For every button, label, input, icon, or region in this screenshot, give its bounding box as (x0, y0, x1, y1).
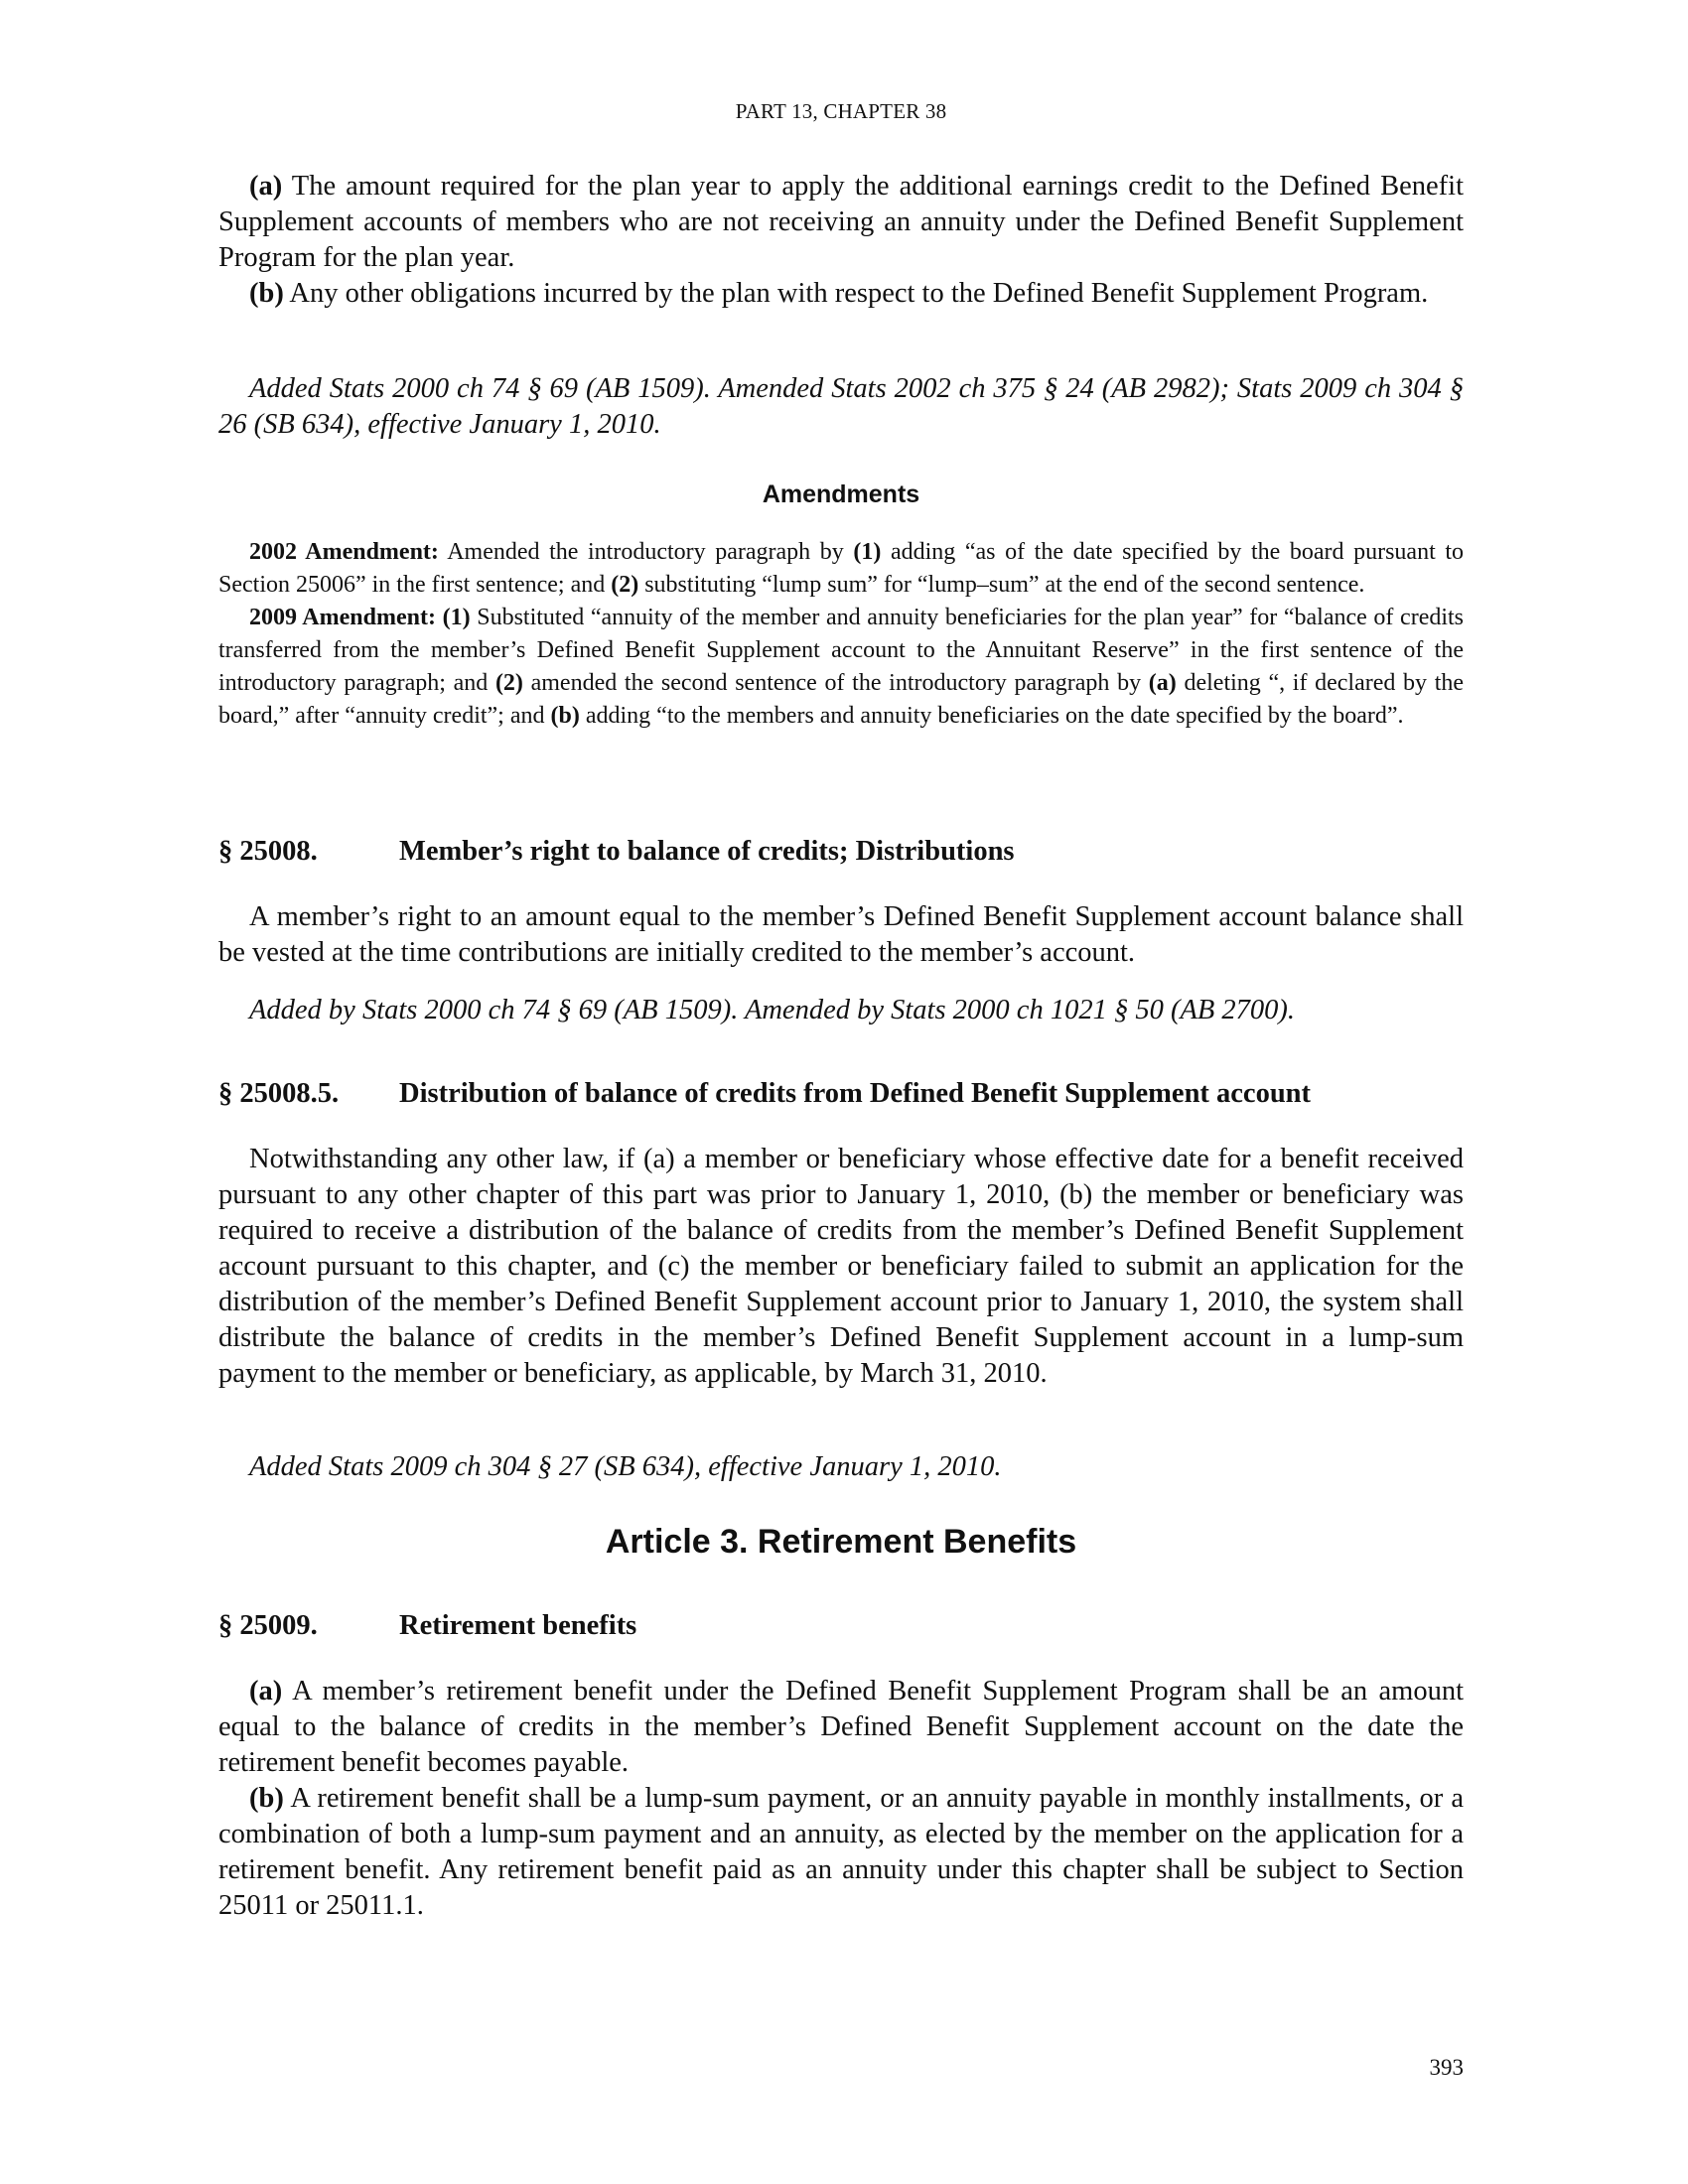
amendment-2002-label: 2002 Amendment: (249, 539, 439, 565)
amendments-heading: Amendments (762, 480, 920, 508)
subdivision-a-text: A member’s retirement benefit under the Defined Benefit Supplement Program shall be an amount equal to the balance of credits in the member’s Defined Benefit Supplement account on the date the retirement benefit becomes payable. (218, 1676, 1465, 1778)
page-number: 393 (1429, 2055, 1464, 2080)
item-number: (b) (550, 703, 580, 729)
section-25009-body (218, 1674, 1464, 1924)
subdivision-a (218, 169, 1464, 276)
section-title: Member’s right to balance of credits; Distributions (399, 836, 1015, 867)
amendment-text: Amended the introductory paragraph by (447, 539, 844, 565)
history-note: Added Stats 2000 ch 74 § 69 (AB 1509). Amended Stats 2002 ch 375 § 24 (AB 2982); Stats 2009 ch 304 § 26 (SB 634), effective January 1, 2010. (218, 373, 1464, 440)
amendment-text: amended the second sentence of the introductory paragraph by (530, 670, 1142, 696)
running-head: PART 13, CHAPTER 38 (735, 99, 947, 123)
section-number: § 25008. (218, 836, 318, 867)
section-25008-5-history: Added Stats 2009 ch 304 § 27 (SB 634), effective January 1, 2010. (249, 1451, 1002, 1482)
subdivision-b-text: Any other obligations incurred by the plan with respect to the Defined Benefit Supplement Program. (289, 278, 1429, 309)
section-title: Retirement benefits (399, 1610, 637, 1641)
amendment-2002 (218, 536, 1464, 602)
amendment-text: adding “as of the date specified by the board pursuant to Section 25006” in the first sentence; and (218, 539, 1464, 598)
amendments-notes (218, 536, 1464, 733)
amendment-text: deleting “, if declared by the board,” after “annuity credit”; and (218, 670, 1465, 729)
amendment-text: adding “to the members and annuity beneficiaries on the date specified by the board”. (585, 703, 1404, 729)
continuation-block (218, 169, 1464, 312)
item-number: (2) (494, 670, 523, 696)
item-number: (1) (442, 605, 471, 630)
subdivision-b-label: (b) (249, 1783, 284, 1814)
amendment-2009-label: 2009 Amendment: (249, 605, 436, 630)
section-25008-5-text: Notwithstanding any other law, if (a) a member or beneficiary whose effective date for a benefit received pursuant to any other chapter of this part was prior to January 1, 2010, (b) the member or beneficiary was required to receive a distribution of the balance of credits from the member’s Defined Benefit Supplement account pursuant to this chapter, and (c) the member or beneficiary failed to submit an application for the distribution of the member’s Defined Benefit Supplement account prior to January 1, 2010, the system shall distribute the balance of credits in the member’s Defined Benefit Supplement account in a lump-sum payment to the member or beneficiary, as applicable, by March 31, 2010. (218, 1144, 1464, 1389)
amendment-text: substituting “lump sum” for “lump–sum” at the end of the second sentence. (644, 572, 1365, 598)
item-number: (2) (611, 572, 639, 598)
subdivision-a-label: (a) (249, 1676, 283, 1706)
subdivision-b-label: (b) (249, 278, 284, 309)
subdivision-a-label: (a) (249, 171, 283, 202)
subdivision-a-text: The amount required for the plan year to apply the additional earnings credit to the Defined Benefit Supplement accounts of members who are not receiving an annuity under the Defined Benefit Supplement Program for the plan year. (218, 171, 1464, 273)
section-number: § 25008.5. (218, 1078, 340, 1109)
item-number: (a) (1148, 670, 1177, 696)
section-25008-text: A member’s right to an amount equal to the member’s Defined Benefit Supplement account balance shall be vested at the time contributions are initially credited to the member’s account. (218, 901, 1464, 968)
subdivision-b-text: A retirement benefit shall be a lump-sum payment, or an annuity payable in monthly installments, or a combination of both a lump-sum payment and an annuity, as elected by the member on the application for a retirement benefit. Any retirement benefit paid as an annuity under this chapter shall be subject to Section 25011 or 25011.1. (218, 1783, 1464, 1921)
subdivision-b (218, 276, 1464, 312)
item-number: (1) (853, 539, 882, 565)
section-title: Distribution of balance of credits from Defined Benefit Supplement account (399, 1078, 1312, 1109)
article-heading: Article 3. Retirement Benefits (605, 1523, 1077, 1561)
amendment-text: Substituted “annuity of the member and annuity beneficiaries for the plan year” for “balance of credits transferred from the member’s Defined Benefit Supplement account to the Annuitant Reserve” in the first sentence of the introductory paragraph; and (218, 605, 1465, 696)
subdivision-a (218, 1674, 1464, 1781)
amendment-2009 (218, 602, 1464, 733)
section-number: § 25009. (218, 1610, 318, 1641)
subdivision-b (218, 1781, 1464, 1924)
section-25008-history: Added by Stats 2000 ch 74 § 69 (AB 1509). Amended by Stats 2000 ch 1021 § 50 (AB 2700). (249, 995, 1296, 1025)
section-heading-25008-5 (218, 1078, 1464, 1110)
section-heading-25009 (218, 1610, 1464, 1642)
section-heading-25008 (218, 836, 1464, 868)
